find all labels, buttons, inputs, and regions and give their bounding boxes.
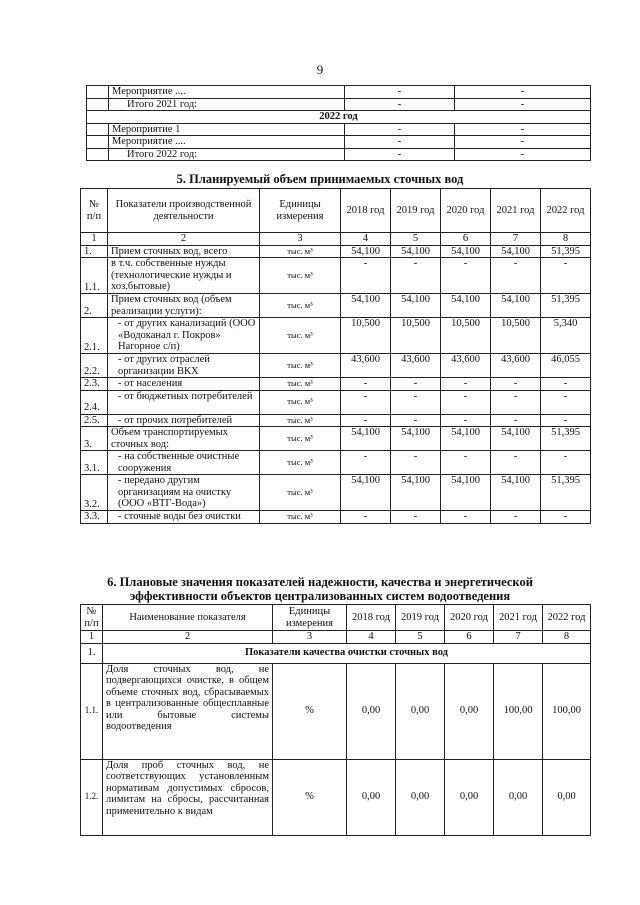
unit-cell: тыс. м³ [260,294,341,318]
column-number: 4 [347,631,396,644]
table-row [81,294,591,318]
column-number: 8 [541,233,591,246]
unit-cell: % [273,663,347,759]
value-cell: 51,395 [541,245,591,258]
indicator-name: Прием сточных вод (объем реализации услуги): [108,294,260,318]
header-cell: 2022 год [543,605,591,631]
table-row [81,451,591,475]
unit-cell: тыс. м³ [260,451,341,475]
column-number: 7 [491,233,541,246]
value-cell: 54,100 [491,294,541,318]
row-number: 2.2. [81,354,108,378]
value-cell: 46,055 [541,354,591,378]
column-number: 5 [396,631,445,644]
row-number: 2.4. [81,390,108,414]
unit-cell: тыс. м³ [260,511,341,524]
column-number: 6 [445,631,494,644]
header-cell: Наименование показателя [103,605,273,631]
row-number: 3.1. [81,451,108,475]
value-cell: 54,100 [441,427,491,451]
value-cell: - [491,258,541,294]
indicator-name: - сточные воды без очистки [108,511,260,524]
value-cell: 54,100 [491,427,541,451]
value-cell: - [391,390,441,414]
column-number: 7 [494,631,543,644]
top-table: Мероприятие .... - - Итого 2021 год: - - 2022 год Мероприятие 1 - - Мероприятие .... - - Итого 2022 год: - - [86,85,591,161]
table-row [81,258,591,294]
header-cell: 2019 год [391,189,441,233]
indicator-name: - от населения [108,378,260,391]
section5-title: 5. Планируемый объем принимаемых сточных вод [176,172,464,186]
value-cell: 0,00 [543,759,591,835]
value-cell: 54,100 [341,294,391,318]
unit-cell: % [273,759,347,835]
value-cell: 0,00 [396,663,445,759]
unit-cell: тыс. м³ [260,245,341,258]
value-cell: - [491,451,541,475]
value-cell: - [341,414,391,427]
value-cell: 0,00 [347,663,396,759]
value-cell: - [391,451,441,475]
value-cell: 54,100 [441,245,491,258]
table-row [81,354,591,378]
column-number: 1 [81,233,108,246]
value-cell: 10,500 [391,318,441,354]
value-cell: - [341,258,391,294]
wastewater-volume-table [80,188,591,524]
table-row [81,759,591,835]
value-cell: - [441,258,491,294]
measure-label: Мероприятие .... [109,86,345,99]
column-number: 3 [273,631,347,644]
value-cell: - [491,414,541,427]
unit-cell: тыс. м³ [260,354,341,378]
section6-title-line2: эффективности объектов централизованных систем водоотведения [129,589,511,603]
value-cell: - [491,378,541,391]
unit-cell: тыс. м³ [260,318,341,354]
column-number: 4 [341,233,391,246]
value-cell: - [541,451,591,475]
value-cell: 51,395 [541,475,591,511]
indicator-name: Объем транспортируемых сточных вод: [108,427,260,451]
total-label: Итого 2022 год: [109,148,345,161]
value-cell: 54,100 [491,245,541,258]
value-cell: 0,00 [494,759,543,835]
value-cell: 0,00 [347,759,396,835]
measure-label: Мероприятие .... [109,136,345,149]
indicator-name: Доля сточных вод, не подвергающихся очистке, в общем объеме сточных вод, сбрасываемых в централизованные общесплавные или бытовые системы водоотведения [103,663,273,759]
value-cell: - [541,511,591,524]
row-number: 3. [81,427,108,451]
measure-label: Мероприятие 1 [109,123,345,136]
value-cell: 10,500 [341,318,391,354]
row-number: 2. [81,294,108,318]
row-number: 2.3. [81,378,108,391]
page-number: 9 [316,62,324,77]
table-row [81,318,591,354]
table-row [81,390,591,414]
value-cell: 54,100 [391,294,441,318]
indicator-name: - от прочих потребителей [108,414,260,427]
value-cell: - [491,390,541,414]
value-cell: 54,100 [441,475,491,511]
value-cell: - [541,390,591,414]
value-cell: 5,340 [541,318,591,354]
indicator-name: - на собственные очистные сооружения [108,451,260,475]
indicator-name: - от других канализаций (ООО «Водоканал г. Покров» Нагорное с/п) [108,318,260,354]
table-row [81,245,591,258]
value-cell: - [441,414,491,427]
table-row [81,511,591,524]
value-cell: - [391,511,441,524]
value-cell: 54,100 [341,245,391,258]
unit-cell: тыс. м³ [260,475,341,511]
header-cell: Единицы измерения [260,189,341,233]
column-number: 2 [108,233,260,246]
value-cell: 0,00 [445,663,494,759]
value-cell: 100,00 [494,663,543,759]
table-row [81,427,591,451]
indicator-name: - передано другим организациям на очистку (ООО «ВТГ-Вода») [108,475,260,511]
indicator-name: - от бюджетных потребителей [108,390,260,414]
indicator-name: Доля проб сточных вод, не соответствующих установленным нормативам допустимых сбросов, лимитам на сбросы, рассчитанная применительно к видам [103,759,273,835]
value-cell: 51,395 [541,294,591,318]
header-cell: 2019 год [396,605,445,631]
value-cell: 54,100 [491,475,541,511]
indicator-name: в т.ч. собственные нужды (технологические нужды и хоз.бытовые) [108,258,260,294]
column-number: 2 [103,631,273,644]
row-number: 3.3. [81,511,108,524]
value-cell: - [541,378,591,391]
table-row [81,378,591,391]
header-cell: 2022 год [541,189,591,233]
value-cell: 10,500 [491,318,541,354]
value-cell: - [541,258,591,294]
total-label: Итого 2021 год: [109,98,345,111]
header-cell: Показатели производственной деятельности [108,189,260,233]
value-cell: 51,395 [541,427,591,451]
value-cell: 43,600 [441,354,491,378]
value-cell: 54,100 [341,427,391,451]
value-cell: - [491,511,541,524]
value-cell: - [341,390,391,414]
value-cell: 10,500 [441,318,491,354]
row-number: 3.2. [81,475,108,511]
header-cell: 2018 год [341,189,391,233]
header-cell: Единицы измерения [273,605,347,631]
value-cell: 43,600 [491,354,541,378]
header-cell: 2021 год [494,605,543,631]
value-cell: 54,100 [391,475,441,511]
reliability-indicators-table [80,604,591,836]
year-row: 2022 год [87,111,591,124]
value-cell: - [391,258,441,294]
value-cell: - [441,451,491,475]
value-cell: 54,100 [391,427,441,451]
value-cell: - [441,378,491,391]
unit-cell: тыс. м³ [260,378,341,391]
group-label: Показатели качества очистки сточных вод [103,643,591,663]
column-number: 5 [391,233,441,246]
value-cell: 54,100 [341,475,391,511]
group-number: 1. [81,643,103,663]
unit-cell: тыс. м³ [260,427,341,451]
row-number: 1.1. [81,663,103,759]
unit-cell: тыс. м³ [260,258,341,294]
row-number: 1. [81,245,108,258]
section6-title-line1: 6. Плановые значения показателей надежности, качества и энергетической [107,575,533,589]
value-cell: - [341,511,391,524]
value-cell: - [341,451,391,475]
value-cell: 54,100 [391,245,441,258]
value-cell: 43,600 [391,354,441,378]
header-cell: 2018 год [347,605,396,631]
value-cell: - [341,378,391,391]
row-number: 1.1. [81,258,108,294]
row-number: 2.5. [81,414,108,427]
unit-cell: тыс. м³ [260,414,341,427]
value-cell: 0,00 [396,759,445,835]
header-cell: 2020 год [445,605,494,631]
row-number: 1.2. [81,759,103,835]
table-row [81,414,591,427]
header-cell: № п/п [81,605,103,631]
value-cell: - [441,511,491,524]
value-cell: - [391,378,441,391]
header-cell: 2020 год [441,189,491,233]
column-number: 3 [260,233,341,246]
value-cell: 43,600 [341,354,391,378]
unit-cell: тыс. м³ [260,390,341,414]
indicator-name: - от других отраслей организации ВКХ [108,354,260,378]
value-cell: 0,00 [445,759,494,835]
value-cell: - [441,390,491,414]
table-row [81,663,591,759]
column-number: 1 [81,631,103,644]
indicator-name: Прием сточных вод, всего [108,245,260,258]
value-cell: 54,100 [441,294,491,318]
header-cell: 2021 год [491,189,541,233]
column-number: 8 [543,631,591,644]
column-number: 6 [441,233,491,246]
value-cell: 100,00 [543,663,591,759]
table-row [81,475,591,511]
header-cell: № п/п [81,189,108,233]
value-cell: - [391,414,441,427]
row-number: 2.1. [81,318,108,354]
value-cell: - [541,414,591,427]
